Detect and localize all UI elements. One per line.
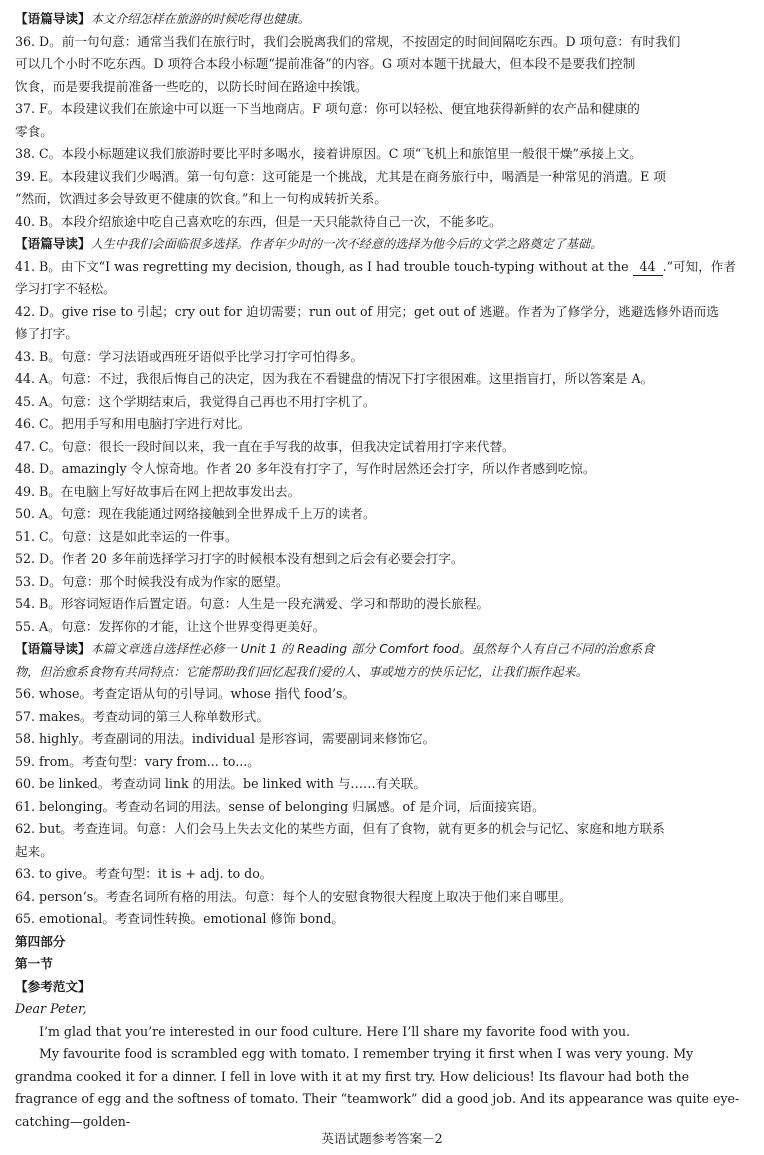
essay-paragraph: I’m glad that you’re interested in our food culture. Here I’ll share my favorite food with you. — [39, 1023, 631, 1039]
letter-salutation: Dear Peter, — [15, 1001, 87, 1016]
guide-tag: 【语篇导读】 — [15, 236, 91, 251]
answer-text: 41. B。由下文“I was regretting my decision, though, as I had trouble touch-typing without at the — [15, 258, 633, 274]
answer-line-continued: 起来。 — [15, 843, 53, 859]
guide-tag: 【语篇导读】 — [15, 641, 91, 656]
answer-line-continued: 学习打字不轻松。 — [15, 281, 116, 296]
answer-line: 38. C。本段小标题建议我们旅游时要比平时多喝水，接着讲原因。C 项“飞机上和旅馆里一般很干燥”承接上文。 — [15, 146, 642, 161]
answer-line: 65. emotional。考查词性转换。emotional 修饰 bond。 — [15, 911, 344, 926]
answer-line: 39. E。本段建议我们少喝酒。第一句句意：这可能是一个挑战，尤其是在商务旅行中，喝酒是一种常见的消遣。E 项 — [15, 168, 666, 184]
guide-text: 本篇文章选自选择性必修一 Unit 1 的 Reading 部分 Comfort food。虽然每个人有自己不同的治愈系食 — [90, 642, 655, 656]
answer-line: 50. A。句意：现在我能通过网络接触到全世界成千上万的读者。 — [15, 506, 376, 521]
answer-line: 60. be linked。考查动词 link 的用法。be linked with 与……有关联。 — [15, 776, 426, 791]
section-heading: 【参考范文】 — [15, 978, 91, 994]
answer-line: 44. A。句意：不过，我很后悔自己的决定，因为我在不看键盘的情况下打字很困难。这里指盲打，所以答案是 A。 — [15, 371, 654, 386]
answer-line: 59. from。考查句型：vary from... to...。 — [15, 753, 260, 769]
guide-text: 人生中我们会面临很多选择。作者年少时的一次不经意的选择为他今后的文学之路奠定了基础。 — [90, 237, 603, 251]
answer-line: 64. person’s。考查名词所有格的用法。句意：每个人的安慰食物很大程度上取决于他们来自哪里。 — [15, 888, 572, 904]
answer-line: 43. B。句意：学习法语或西班牙语似乎比学习打字可怕得多。 — [15, 348, 364, 364]
answer-line: 48. D。amazingly 令人惊奇地。作者 20 多年没有打字了，写作时居然还会打字，所以作者感到吃惊。 — [15, 461, 596, 476]
answer-line: 63. to give。考查句型：it is + adj. to do。 — [15, 866, 273, 881]
answer-line: 49. B。在电脑上写好故事后在网上把故事发出去。 — [15, 483, 301, 499]
passage-guide — [15, 8, 752, 31]
essay-paragraph: My favourite food is scrambled egg with tomato. I remember trying it first when I was very young. My grandma cooked it for a dinner. I fell in love with it at my first try. How delicious! Its flavour had both the fragrance of egg and the softness of tomato. Their “teamwork” did a good job. And its appearance was quite eye-catching—golden- — [15, 1046, 740, 1129]
page-footer: 英语试题参考答案－2 — [321, 1131, 443, 1146]
answer-line: 57. makes。考查动词的第三人称单数形式。 — [15, 708, 269, 724]
answer-line: 56. whose。考查定语从句的引导词。whose 指代 food’s。 — [15, 686, 356, 701]
answer-line: 40. B。本段介绍旅途中吃自己喜欢吃的东西，但是一天只能款待自己一次，不能多吃。 — [15, 213, 502, 229]
answer-line: 45. A。句意：这个学期结束后，我觉得自己再也不用打字机了。 — [15, 393, 376, 409]
answer-line: 47. C。句意：很长一段时间以来，我一直在手写我的故事，但我决定试着用打字来代替。 — [15, 438, 515, 454]
answer-line-continued: 可以几个小时不吃东西。D 项符合本段小标题“提前准备”的内容。G 项对本题干扰最大，但本段不是要我们控制 — [15, 56, 636, 71]
answer-line-continued: “然而，饮酒过多会导致更不健康的饮食。”和上一句构成转折关系。 — [15, 191, 387, 206]
passage-guide — [15, 638, 752, 661]
guide-text: 本文介绍怎样在旅游的时候吃得也健康。 — [90, 12, 310, 26]
passage-guide — [15, 661, 752, 684]
blank-number: 44 — [633, 259, 663, 276]
answer-text: .”可知，作者 — [662, 258, 736, 274]
answer-line — [15, 256, 752, 279]
answer-line: 42. D。give rise to 引起；cry out for 迫切需要；run out of 用完；get out of 逃避。作者为了修学分，逃避选修外语而选 — [15, 303, 719, 319]
answer-content — [15, 8, 752, 1133]
guide-text: 物，但治愈系食物有共同特点：它能帮助我们回忆起我们爱的人、事或地方的快乐记忆，让我们振作起来。 — [15, 664, 588, 679]
answer-line: 54. B。形容词短语作后置定语。句意：人生是一段充满爱、学习和帮助的漫长旅程。 — [15, 596, 490, 611]
answer-line: 55. A。句意：发挥你的才能，让这个世界变得更美好。 — [15, 618, 326, 634]
answer-line-continued: 修了打字。 — [15, 326, 78, 341]
section-heading: 第四部分 — [15, 933, 66, 949]
answer-line: 53. D。句意：那个时候我没有成为作家的愿望。 — [15, 573, 289, 589]
answer-line-continued: 零食。 — [15, 123, 53, 139]
section-heading: 第一节 — [15, 956, 53, 971]
guide-tag: 【语篇导读】 — [15, 11, 91, 26]
answer-line: 62. but。考查连词。句意：人们会马上失去文化的某些方面，但有了食物，就有更多的机会与记忆、家庭和地方联系 — [15, 821, 665, 836]
passage-guide — [15, 233, 752, 256]
answer-line: 36. D。前一句句意：通常当我们在旅行时，我们会脱离我们的常规，不按固定的时间间隔吃东西。D 项句意：有时我们 — [15, 33, 681, 49]
answer-line: 52. D。作者 20 多年前选择学习打字的时候根本没有想到之后会有必要会打字。 — [15, 551, 464, 566]
answer-line: 61. belonging。考查动名词的用法。sense of belonging 归属感。of 是介词，后面接宾语。 — [15, 798, 545, 814]
answer-line-continued: 饮食，而是要我提前准备一些吃的，以防长时间在路途中挨饿。 — [15, 78, 368, 94]
answer-line: 51. C。句意：这是如此幸运的一件事。 — [15, 528, 238, 544]
answer-line: 58. highly。考查副词的用法。individual 是形容词，需要副词来修饰它。 — [15, 731, 436, 746]
answer-line: 46. C。把用手写和用电脑打字进行对比。 — [15, 416, 251, 431]
answer-line: 37. F。本段建议我们在旅途中可以逛一下当地商店。F 项句意：你可以轻松、便宜地获得新鲜的农产品和健康的 — [15, 101, 640, 116]
